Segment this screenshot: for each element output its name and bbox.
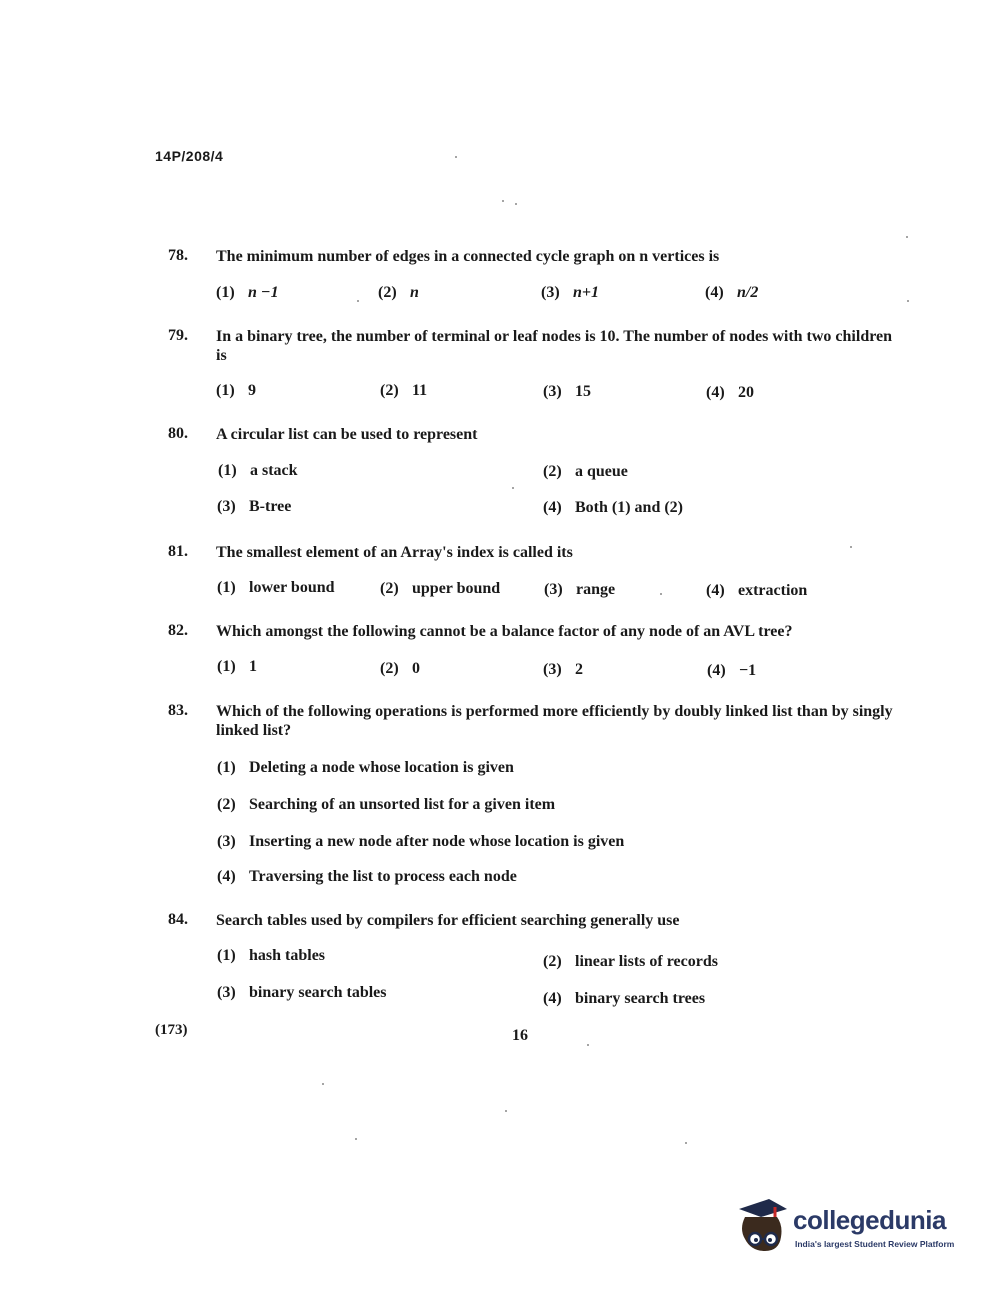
- question-text: The smallest element of an Array's index is called its: [216, 544, 573, 561]
- option: (4) n/2: [705, 284, 759, 301]
- question-text: The minimum number of edges in a connected cycle graph on n vertices is: [216, 248, 720, 265]
- option: (4) −1: [707, 662, 757, 679]
- option: (3) 2: [543, 661, 583, 678]
- question-number: 82.: [168, 622, 188, 639]
- question-number: 79.: [168, 327, 188, 344]
- option: (3) range: [544, 581, 616, 598]
- footer-code: (173): [155, 1022, 188, 1038]
- option: (2) Searching of an unsorted list for a given item: [217, 796, 556, 813]
- logo-name: collegedunia: [793, 1205, 946, 1235]
- option: (3) Inserting a new node after node whose location is given: [217, 833, 625, 850]
- question-text: Which of the following operations is performed more efficiently by doubly linked list than by singly linked list?: [216, 703, 893, 739]
- option: (1) Deleting a node whose location is given: [217, 759, 514, 776]
- question-number: 80.: [168, 425, 188, 442]
- question-number: 84.: [168, 911, 188, 928]
- option: (4) 20: [706, 384, 754, 401]
- logo-tagline: India's largest Student Review Platform: [795, 1239, 955, 1249]
- question-number: 78.: [168, 247, 188, 264]
- option: (1) 9: [216, 382, 256, 399]
- option: (2) 11: [380, 382, 428, 399]
- collegedunia-logo: [735, 1195, 965, 1265]
- question-number: 83.: [168, 702, 188, 719]
- option: (3) binary search tables: [217, 984, 387, 1001]
- option: (3) 15: [543, 383, 591, 400]
- question-text: A circular list can be used to represent: [216, 426, 478, 443]
- option: (4) extraction: [706, 582, 808, 599]
- option: (1) n −1: [216, 284, 279, 301]
- option: (4) binary search trees: [543, 990, 706, 1007]
- option: (2) 0: [380, 660, 420, 677]
- option: (1) 1: [217, 658, 257, 675]
- option: (2) upper bound: [380, 580, 501, 597]
- option: (1) a stack: [218, 462, 298, 479]
- question-number: 81.: [168, 543, 188, 560]
- option: (1) hash tables: [217, 947, 326, 964]
- question-text: In a binary tree, the number of terminal or leaf nodes is 10. The number of nodes with two children is: [216, 328, 893, 364]
- option: (2) linear lists of records: [543, 953, 718, 970]
- page-number: 16: [512, 1027, 528, 1044]
- option: (1) lower bound: [217, 579, 335, 596]
- question-text: Which amongst the following cannot be a balance factor of any node of an AVL tree?: [216, 623, 793, 640]
- paper-code: 14P/208/4: [155, 148, 224, 164]
- question-text: Search tables used by compilers for efficient searching generally use: [216, 912, 680, 929]
- option: (4) Both (1) and (2): [543, 499, 684, 516]
- option: (3) B-tree: [217, 498, 292, 515]
- option: (3) n+1: [541, 284, 600, 301]
- option: (2) a queue: [543, 463, 628, 480]
- option: (4) Traversing the list to process each node: [217, 868, 517, 885]
- mascot-icon: [735, 1195, 791, 1257]
- option: (2) n: [378, 284, 419, 301]
